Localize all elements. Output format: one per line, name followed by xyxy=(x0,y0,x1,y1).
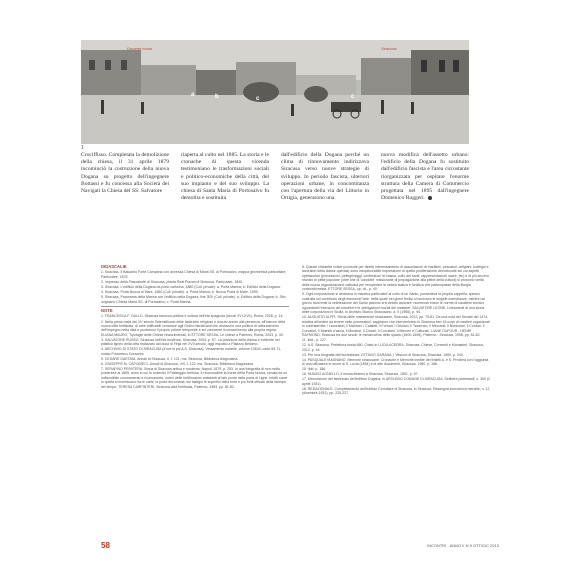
note-item: 13. Per una biografia dell'ecclesiasta: OTTAVIO GARANA, I Vescovi di Siracusa, Siracusa, 1969, p. 240. xyxy=(302,352,464,357)
body-column-4 xyxy=(381,152,469,202)
body-column-2 xyxy=(181,152,269,202)
note-item: 3. Siracusa, L'edificio della Dogana da porto cartolina, 1880 (Coll. private). a. Porta Marina; b. Edificio della Dogana. xyxy=(101,285,281,289)
note-item: 5. CESARE GAETANI, Annali di Siracusa, II, f. 121, ms. Siracusa, Biblioteca Alagoniana. xyxy=(101,356,239,361)
note-item: 5. Siracusa, Panorama della Marina con l'edificio della Dogana, fine '800 (Coll. private). a. Edificio della Dogana; b. Sito originario Chiesa Maria SS. di Portosalvo; c. Porta Marina. xyxy=(101,295,286,304)
note-item: 9. Ogni corporazione si dedicava in maniera particolare al culto di un Santo, possedeva la propria cappella, spesso costruita col contributo degli esercenti l'arte, nella quale nei giorni festivi si riunivano le singole maestranze, mentre nel giorno ricorrente la celebrazione del Santo patrono era vietato lavorare; numerose erano le norme di carattere tecnico riguardanti l'esercizio dei mestieri e le obbligazioni morali del mestiere. SALVATORE LEONE, Lineamenti di una storia delle corporazioni in Sicilia, in Archivio Storico Siracusano, a. II (1956), p. 90. xyxy=(302,292,486,315)
photo-label-b: b xyxy=(215,94,219,100)
note-item: 12. A.S. Siracusa, Prefettura busta 660. Citato in LUCIA ACERRA, Siracusa. Chiese, Conventi e Monasteri, Siracusa, 2012, p. 44. xyxy=(302,343,484,352)
note-item: 7. SERAFINO PRIVITERA, Storia di Siracusa antica e moderna, Napoli, 1879, p. 253. In una fotografia di non molto posteriore al 1865, anno in cui fu costruito il Passeggio Aretusa, è riconoscibile la fronte della Porta Nuova, cimata da un indiscutibile coronamento e riconosciuta, ruderi delle fortificazioni antistanti al lato ponte della porta di Ligne. Infatti come in quella si inseriscono tra le varie, la porta decumana, sul fastigio le superfici della torre e più fonti ufficiali della stampa del tempo. TERESA CARPINTERI, Siracusa città fortificata, Palermo, 1983, pp. 81-82. xyxy=(101,367,288,389)
didascalie-list xyxy=(101,270,289,304)
note-item: 11. Ibid., p. 127. xyxy=(302,338,327,343)
note-item: 1. Siracusa. Il Baluardo Forte Campana con annessa Chiesa di Maria SS. di Portosalvo, mappa geometrica particellare. Particolare, 1875. xyxy=(101,270,287,279)
photo-sign-right: Siracusa xyxy=(381,46,397,51)
note-item: 10. AUGUSTO ALFPI, Storia delle maestranze siracusane, Siracusa, 2012, pp. 79-81. Da una nota del Senato del 1474, relativa all'ordine da tenere nelle processioni, sappiamo che intervenivano in Siracusa ben 16 corpi di mestieri organizzati in confraternite: i Lavoratori, li Marinari, i Calafati, li Fornari, i Ortolani, li Taverneri, li Mercanti, li Bordonari, li Cordari, li Curvaturi, li Maestri d'ascia, li Muratori, li Cirdari, li Corvisieri, li Merceri e Cuttunari. LIANE DUFOUR - HENRI RAYMOND, Siracusa tra due secoli: le metamorfosi dello spazio (1600-1695), Palermo - Siracusa, 1998, pp. 81-82. xyxy=(302,315,490,337)
note-item: 2. Nella prima metà del XV secolo l'intensificarsi delle fabbriche religiose è dovuto anche alla presenza, all'interno della nuova città fortificata, di aree edificabili concesse agli Ordini mendicanti che avviarono una politica di rafforzamento dell'impegno nella città e puntarono il proprio potere temporale e sul crescente riconoscimento alla propria regola. ELIANA MAURO, Tipologie delle Chiese rinascimentali, in ETTORE SESSA, Le chiese a Palermo, Roma, 2003, p. 30. xyxy=(101,319,286,337)
end-mark xyxy=(428,196,432,200)
body-column-1 xyxy=(81,152,169,195)
body-text: Crociffisso. Completata la demolizione della chiesa, il 31 aprile 1879 incominciò la costruzione della nuova Dogana su progetto dell'ingegnere Bottassi e fu concessa alla Società dei Navigati la Chiesa del SS. Salvatore xyxy=(81,152,169,195)
note-item: 15. Ibid. p. 186. xyxy=(302,367,327,372)
figure-number: 1 xyxy=(81,145,84,151)
body-column-3 xyxy=(281,152,369,202)
note-item: 6. GIUSEPPE M. CAPODIECI, Annali di Siracusa, VIII, f. 122, ms. Siracusa, Biblioteca Alagoniana. xyxy=(101,361,255,366)
photo-label-c: c xyxy=(256,96,260,102)
note-item: 17. Demolizione del fabbricato dell'edificio Dogana, in ARCHIVIO COMUNE DI SIRACUSA. Delibere podestarili, c. 300 (2 aprile 1931). xyxy=(302,377,491,386)
note-item: 2. Impresso della Piazzaforte di Siracusa, pianta Real Piazza di Siracusa, Particolare, 1840. xyxy=(101,279,244,284)
note-item: 18. REDAZIONALE, Completamento dell'edificio Corrollare di Siracusa, in Siracusa. Rassegna economica mensile, n. 12 (dicembre 1931), pp. 225-227. xyxy=(302,386,490,396)
page-number: 58 xyxy=(101,541,110,550)
photo-label-c-second: c xyxy=(351,94,355,100)
historical-photograph xyxy=(81,40,469,144)
note-title: NOTE xyxy=(101,308,113,313)
note-item: 3. SALVATORE RUSSO, Siracusa nell'età moderna, Siracusa, 2004, p. 57. La posizione della chiesa è evidente nel plastico ligneo della città realizzato dal duca di Feija nel XVII secolo, oggi esposto a Palazzo Bellomo. xyxy=(101,337,280,347)
photo-sign-left: Dorante corso xyxy=(127,46,153,51)
note-item: 16. NUNZIO AGNELLO, Il monachesimo a Siracusa, Siracusa, 1891, p. 97. xyxy=(302,372,419,377)
note-item: 1. FRANCESCA F. GALLO, Siracusa barocca politica e cultura nell'età spagnola (secoli XVI-XVII), Roma, 2008, p. 14. xyxy=(101,314,284,319)
body-text: riaperta al culto nel 1885. La storia e le cronache di questa vicenda testimoniano le trasformazioni sociali e politico-economiche della città, del suo impianto e del suo sviluppo. La chiesa di Santa Maria di Portosalvo fu demolita e sostituita xyxy=(181,152,269,202)
photo-label-a: a xyxy=(191,92,195,98)
note-item: 8. Queste chiesette votive (costruite per diretto interessamento di associazioni di marittimi, pescatori, artigiani, bottegai e lavoratori della classe operaia) sono inequivocabile espressione di quella proliferazione devozionale sui cui aspetti spettacolari (processioni, pellegrinaggi, confessioni di massa, culto dei santi, rappresentazioni sacre, etc) e di più sincero risvolto di pietà popolare (oltre che di 'condotte' missionarie di propagazione alla plebe della cultura) si pronunci verità della nuova organizzazione cattolica per recuperare la natura statica e turistica che partecipasse della liturgia controriformista. ETTORE SESSA, op. cit., p. 40. xyxy=(302,265,489,292)
body-text: nuova modifica dell'assetto urbano: l'edificio della Dogana fu sostituito dall'edificio fascista e l'area circostante riorganizzata per ospitare l'enorme struttura della Camera di Commercio progettata nel 1895 dall'ingegnere Domenico Ruggeri. xyxy=(381,152,469,202)
notes-column-left xyxy=(101,265,289,390)
running-head: INCONTRI - ANNO II N.9 OTT/DIC 2013 xyxy=(427,544,499,548)
body-text: dall'edificio della Dogana perché un clima di rinnovamento indirizzava Siracusa verso nuove strategie di sviluppo. In periodo fascista, ulteriori operazioni urbane, in concomitanza con l'apertura della via del Littorio in Ortigia, generarono una xyxy=(281,152,369,202)
note-item: 14. PASQUALE MAGNANO, Memorie siracusane: Cronache e Memorie inedite dei fratelli A. e S. Privitera con l'aggiunta di una ufficiatura in onore di S. Lucia (1854) e di altri documenti, Siracusa, 1980, p. 186. xyxy=(302,357,489,367)
notes-section xyxy=(101,265,499,535)
divider xyxy=(101,306,289,307)
notes-column-right xyxy=(302,265,490,396)
didascalie-title: DIDASCALIE xyxy=(101,264,127,269)
notes-list xyxy=(302,265,490,396)
note-item: 4. ARCHIVIO DI STATO DI SIRACUSA (d'ora in poi A.S. Siracusa), Versamento notarile, volume 10643, carte 69-71, notaio Francesco Corazzini. xyxy=(101,347,282,356)
note-item: 4. Siracusa, Porta Nuova di Mare, 1860 (Coll. private). a. Porta Marina; b. Nuova Porta di Mare, 1599. xyxy=(101,290,259,295)
notes-list xyxy=(101,314,289,389)
